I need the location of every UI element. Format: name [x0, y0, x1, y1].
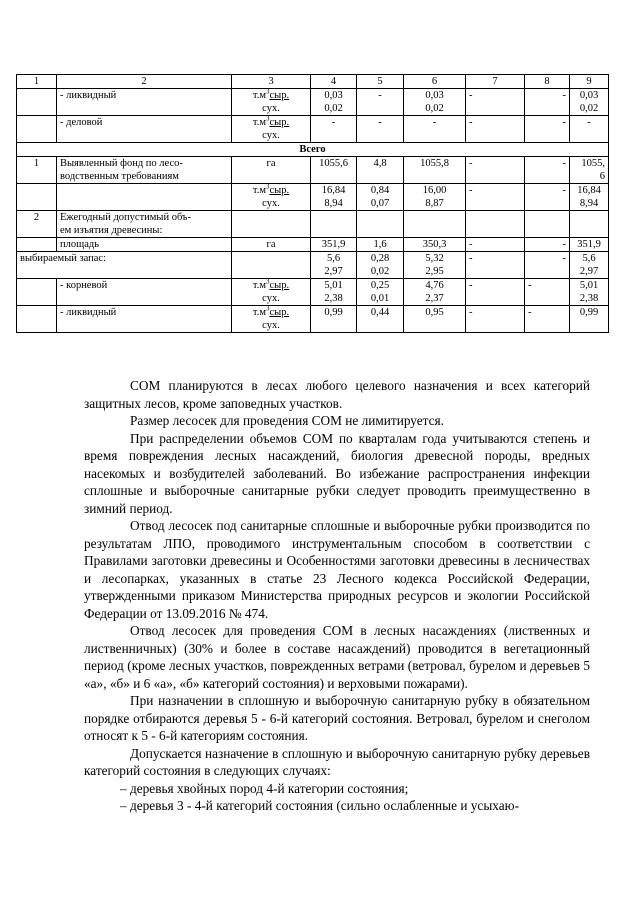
- table-cell: 4,8: [357, 157, 404, 184]
- row-label: Ежегодный допустимый объ- ем изъятия древесины:: [57, 211, 232, 238]
- table-cell: -: [525, 116, 570, 143]
- table-cell: 5,32 2,95: [404, 252, 466, 279]
- table-cell: 4,76 2,37: [404, 279, 466, 306]
- table-cell: [17, 184, 57, 211]
- body-text: [84, 377, 590, 815]
- paragraph: Отвод лесосек под санитарные сплошные и выборочные рубки производится по результатам ЛПО, проводимого инструментальным способом в соответствии с Правилами заготовки древесины и Особенностями заготовки древесины в лесничествах и лесопарках, указанных в статье 23 Лесного кодекса Российской Федерации, утвержденными приказом Министерства природных ресурсов и экологии Российской Федерации от 13.09.2016 № 474.: [84, 518, 590, 621]
- paragraph: При распределении объемов СОМ по кварталам года учитываются степень и время повреждения лесных насаждений, биология древесной породы, вредных насекомых и возбудителей заболеваний. Во избежание распространения инфекции сплошные и выборочные санитарные рубки следует проводить преимущественно в зимний период.: [84, 430, 590, 516]
- row-label: - ликвидный: [57, 306, 232, 333]
- row-label: выбираемый запас:: [17, 252, 232, 279]
- table-cell: -: [466, 306, 525, 333]
- section-row: [17, 143, 609, 157]
- row-number: 2: [17, 211, 57, 238]
- header-cell: 7: [466, 75, 525, 89]
- table-cell: 350,3: [404, 238, 466, 252]
- table-cell: -: [311, 116, 357, 143]
- table-cell: -: [570, 116, 609, 143]
- table-cell: 351,9: [570, 238, 609, 252]
- table-cell: 1055, 6: [570, 157, 609, 184]
- header-cell: 1: [17, 75, 57, 89]
- section-title: Всего: [17, 143, 609, 157]
- table-cell: 0,03 0,02: [404, 89, 466, 116]
- row-label: - деловой: [57, 116, 232, 143]
- table-cell: -: [357, 89, 404, 116]
- table-cell: -: [466, 116, 525, 143]
- table-cell: -: [525, 89, 570, 116]
- row-number: 1: [17, 157, 57, 184]
- table-cell: 1,6: [357, 238, 404, 252]
- table-cell: [357, 211, 404, 238]
- table-row: [17, 238, 609, 252]
- paragraph: Размер лесосек для проведения СОМ не лимитируется.: [130, 413, 445, 428]
- list-item: – деревья хвойных пород 4-й категории состояния;: [120, 780, 409, 796]
- paragraph: При назначении в сплошную и выборочную санитарную рубку в обязательном порядке отбираются деревья 5 - 6-й категорий состояния. Ветровал, бурелом и снеголом относят к 5 - 6-й категориям состояния.: [84, 693, 590, 743]
- table-cell: 5,6 2,97: [311, 252, 357, 279]
- table-cell: -: [466, 157, 525, 184]
- table-cell: 5,6 2,97: [570, 252, 609, 279]
- table-cell: -: [525, 184, 570, 211]
- header-cell: 2: [57, 75, 232, 89]
- unit-cell: $т.м^3сыр$. сух.: [232, 89, 311, 116]
- unit-cell: $т.м^3сыр$. сух.: [232, 184, 311, 211]
- table-cell: 1055,6: [311, 157, 357, 184]
- table-cell: 0,03 0,02: [311, 89, 357, 116]
- table-cell: -: [466, 238, 525, 252]
- header-cell: 5: [357, 75, 404, 89]
- table-header-row: [17, 75, 609, 89]
- table-cell: 5,01 2,38: [570, 279, 609, 306]
- table-cell: 1055,8: [404, 157, 466, 184]
- header-cell: 4: [311, 75, 357, 89]
- unit-cell: $т.м^3сыр$. сух.: [232, 306, 311, 333]
- table-cell: -: [525, 157, 570, 184]
- table-cell: 16,84 8,94: [570, 184, 609, 211]
- table-row: [17, 252, 609, 279]
- unit-cell: га: [232, 157, 311, 184]
- paragraph: Допускается назначение в сплошную и выборочную санитарную рубку деревьев категорий состояния в следующих случаях:: [84, 745, 590, 778]
- unit-cell: га: [232, 238, 311, 252]
- header-cell: 8: [525, 75, 570, 89]
- table-cell: 351,9: [311, 238, 357, 252]
- table-cell: -: [525, 252, 570, 279]
- header-cell: 3: [232, 75, 311, 89]
- table-cell: -: [466, 89, 525, 116]
- table-cell: 0,28 0,02: [357, 252, 404, 279]
- paragraph: Отвод лесосек для проведения СОМ в лесных насаждениях (лиственных и лиственничных) (30% и более в составе насаждений) проводится в вегетационный период (кроме лесных участков, поврежденных ветрами (ветровал, бурелом и деревьев 5 «а», «б» и 6 «а», «б» категорий состояния) и верховыми пожарами).: [84, 623, 590, 691]
- header-cell: 9: [570, 75, 609, 89]
- table-row: [17, 306, 609, 333]
- row-label: площадь: [57, 238, 232, 252]
- paragraph: СОМ планируются в лесах любого целевого назначения и всех категорий защитных лесов, кроме заповедных участков.: [84, 378, 590, 411]
- unit-cell: $т.м^3сыр$. сух.: [232, 279, 311, 306]
- table-cell: [17, 306, 57, 333]
- table-cell: [311, 211, 357, 238]
- table-row: [17, 116, 609, 143]
- table-cell: 0,95: [404, 306, 466, 333]
- table-cell: 5,01 2,38: [311, 279, 357, 306]
- table-cell: [570, 211, 609, 238]
- table-row: [17, 89, 609, 116]
- table-cell: 16,00 8,87: [404, 184, 466, 211]
- table-row: [17, 279, 609, 306]
- table-cell: 0,99: [570, 306, 609, 333]
- table-row: [17, 157, 609, 184]
- table-cell: -: [525, 238, 570, 252]
- table-cell: [57, 184, 232, 211]
- table-cell: -: [525, 279, 570, 306]
- table-cell: [466, 211, 525, 238]
- table-cell: -: [466, 279, 525, 306]
- unit-cell: [232, 252, 311, 279]
- unit-cell: $т.м^3сыр$. сух.: [232, 116, 311, 143]
- table-cell: [17, 279, 57, 306]
- table-cell: [525, 211, 570, 238]
- table-cell: 0,25 0,01: [357, 279, 404, 306]
- row-label: Выявленный фонд по лесо- водственным требованиям: [57, 157, 232, 184]
- table-cell: [17, 116, 57, 143]
- table-cell: -: [466, 184, 525, 211]
- row-label: - корневой: [57, 279, 232, 306]
- row-label: - ликвидный: [57, 89, 232, 116]
- table-cell: [404, 211, 466, 238]
- table-cell: [232, 211, 311, 238]
- table-cell: 0,44: [357, 306, 404, 333]
- table-cell: 0,99: [311, 306, 357, 333]
- table-cell: 0,03 0,02: [570, 89, 609, 116]
- table-cell: -: [404, 116, 466, 143]
- table-cell: 0,84 0,07: [357, 184, 404, 211]
- table-cell: [17, 238, 57, 252]
- table-row: [17, 184, 609, 211]
- table-cell: [17, 89, 57, 116]
- table-cell: -: [357, 116, 404, 143]
- table-row: [17, 211, 609, 238]
- table-cell: -: [466, 252, 525, 279]
- table-cell: 16,84 8,94: [311, 184, 357, 211]
- header-cell: 6: [404, 75, 466, 89]
- table-cell: -: [525, 306, 570, 333]
- list-item: – деревья 3 - 4-й категорий состояния (сильно ослабленные и усыхаю-: [120, 798, 519, 813]
- forest-data-table: [16, 74, 609, 333]
